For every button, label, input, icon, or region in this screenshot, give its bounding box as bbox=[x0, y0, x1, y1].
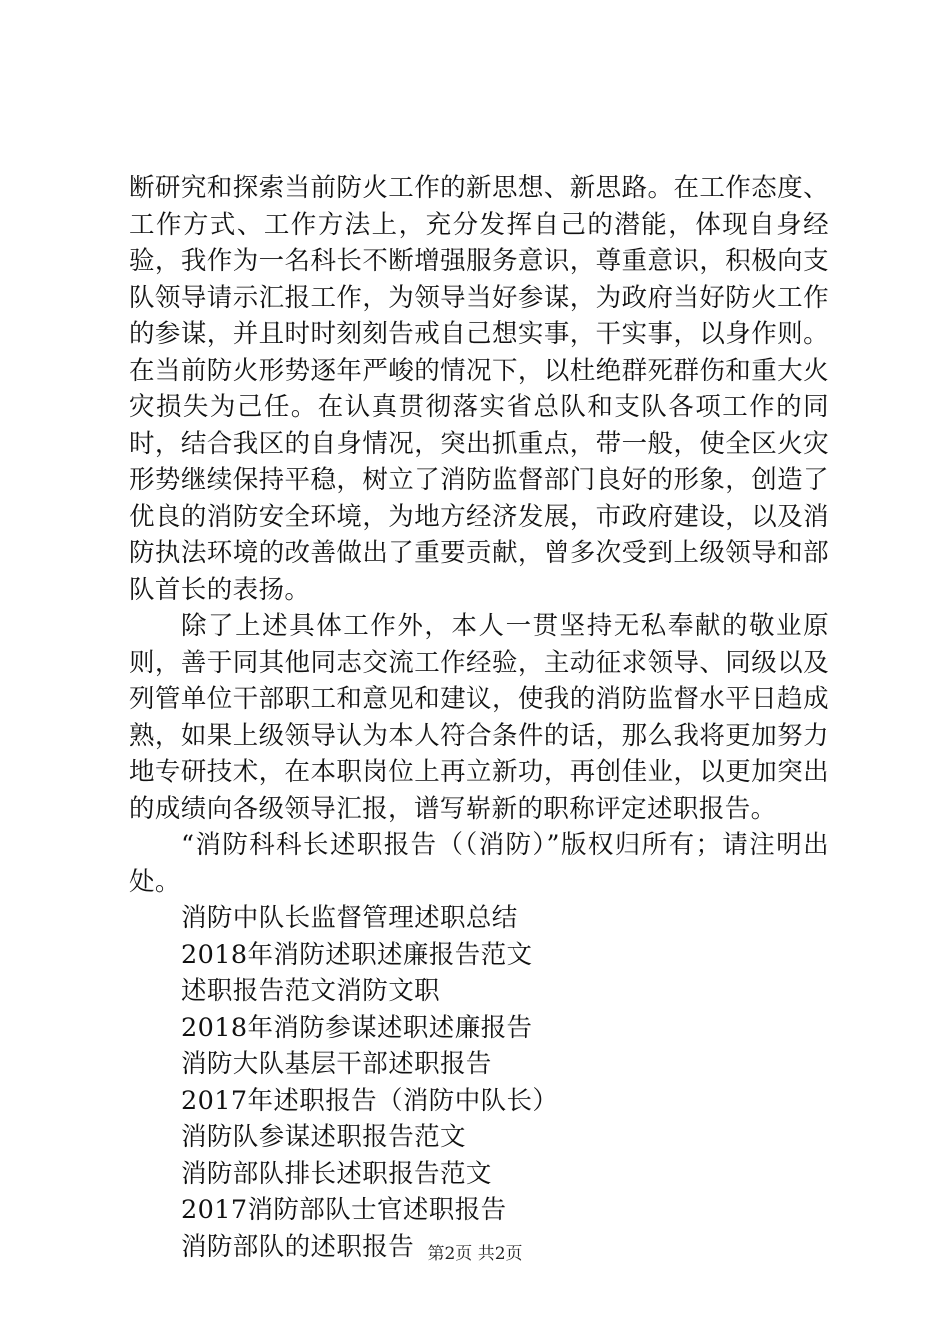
document-body bbox=[129, 170, 829, 1265]
related-article-link[interactable]: 2018年消防述职述廉报告范文 bbox=[181, 939, 533, 970]
related-article-link[interactable]: 消防中队长监督管理述职总结 bbox=[181, 903, 518, 933]
page-number-label: 第2页 共2页 bbox=[427, 1244, 523, 1264]
related-article-link[interactable]: 2017年述职报告（消防中队长） bbox=[181, 1085, 559, 1116]
related-article-link[interactable]: 消防队参谋述职报告范文 bbox=[181, 1122, 466, 1152]
page-footer bbox=[0, 1242, 950, 1266]
paragraph-copyright-notice: “消防科科长述职报告（（消防）”版权归所有；请注明出处。 bbox=[129, 830, 829, 897]
related-article-link[interactable]: 述职报告范文消防文职 bbox=[181, 976, 441, 1006]
related-articles-list bbox=[129, 900, 829, 1265]
paragraph-work-summary: 断研究和探索当前防火工作的新思想、新思路。在工作态度、工作方式、工作方法上，充分发挥自己的潜能，体现自身经验，我作为一名科长不断增强服务意识，尊重意识，积极向支队领导请示汇报工作，为领导当好参谋，为政府当好防火工作的参谋，并且时时刻刻告戒自己想实事，干实事，以身作则。在当前防火形势逐年严峻的情况下，以杜绝群死群伤和重大火灾损失为己任。在认真贯彻落实省总队和支队各项工作的同时，结合我区的自身情况，突出抓重点，带一般，使全区火灾形势继续保持平稳，树立了消防监督部门良好的形象，创造了优良的消防安全环境，为地方经济发展，市政府建设，以及消防执法环境的改善做出了重要贡献，曾多次受到上级领导和部队首长的表扬。 bbox=[129, 173, 829, 605]
related-article-link[interactable]: 2017消防部队士官述职报告 bbox=[181, 1195, 507, 1225]
paragraph-commitment: 除了上述具体工作外，本人一贯坚持无私奉献的敬业原则，善于同其他同志交流工作经验，主动征求领导、同级以及列管单位干部职工和意见和建议，使我的消防监督水平日趋成熟，如果上级领导认为本人符合条件的话，那么我将更加努力地专研技术，在本职岗位上再立新功，再创佳业，以更加突出的成绩向各级领导汇报，谱写崭新的职称评定述职报告。 bbox=[129, 611, 829, 824]
related-article-link[interactable]: 消防大队基层干部述职报告 bbox=[181, 1049, 492, 1079]
related-article-link[interactable]: 消防部队的述职报告 bbox=[181, 1231, 415, 1262]
related-article-link[interactable]: 消防部队排长述职报告范文 bbox=[181, 1158, 492, 1189]
related-article-link[interactable]: 2018年消防参谋述职述廉报告 bbox=[181, 1012, 533, 1043]
